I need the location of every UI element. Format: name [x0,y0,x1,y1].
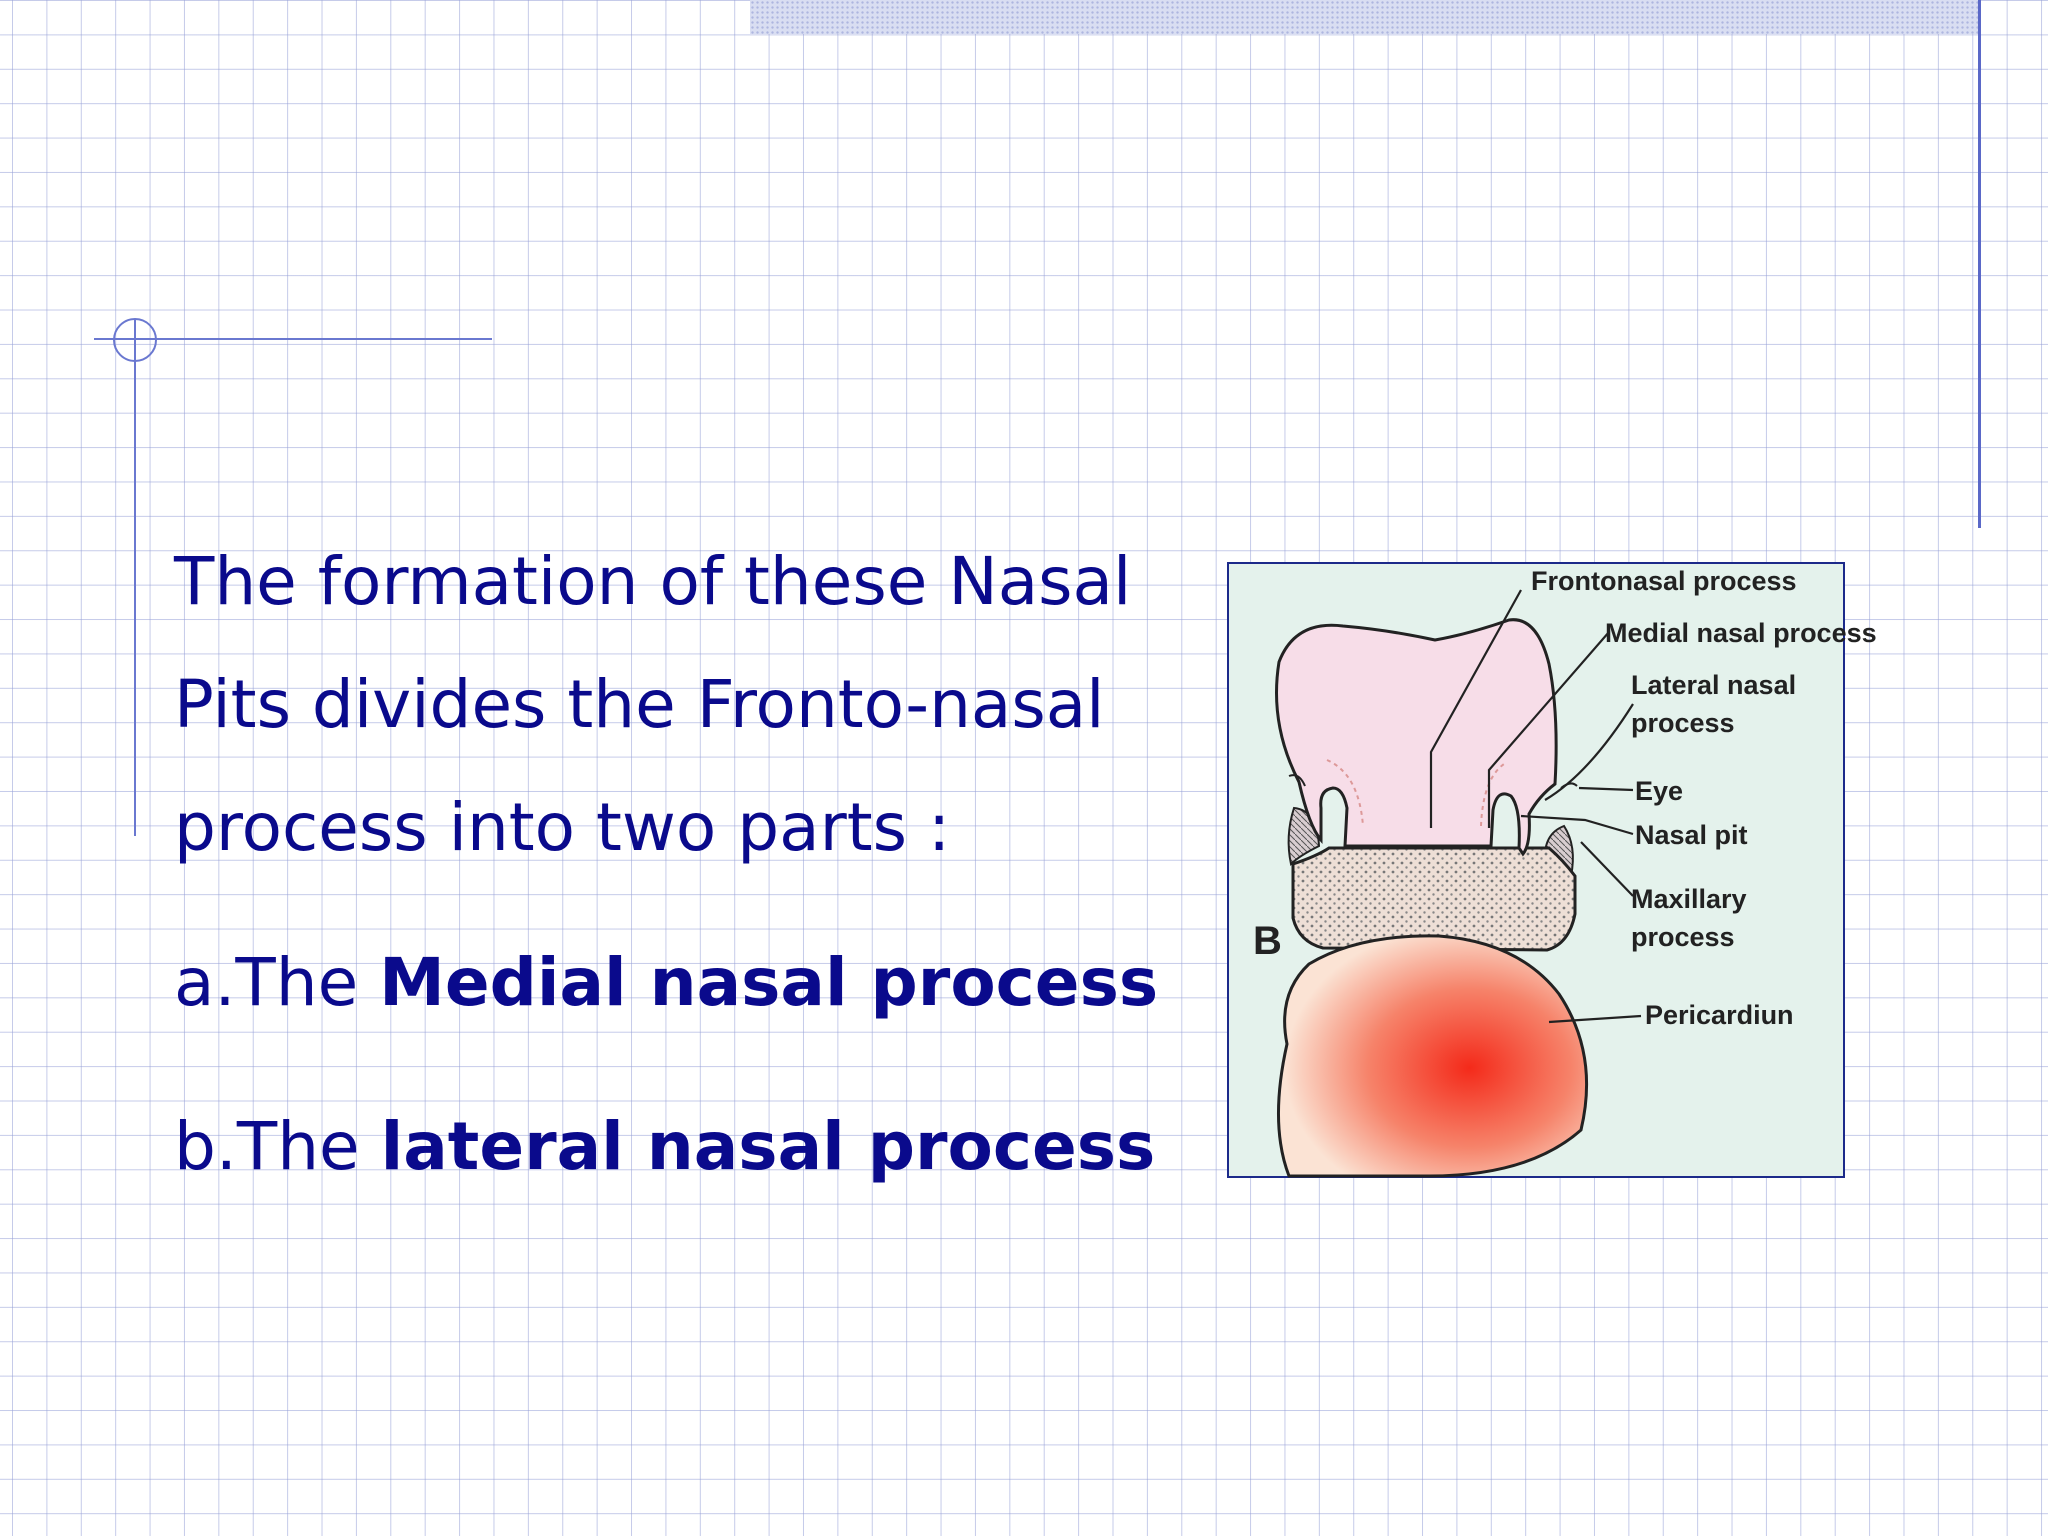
list-item-medial [174,944,1158,1021]
label-lateral-nasal-1: Lateral nasal [1631,670,1797,700]
label-medial-nasal: Medial nasal process [1605,618,1877,648]
list-item-term: Medial nasal process [379,944,1159,1021]
label-eye: Eye [1635,776,1684,806]
corner-circle-ornament [113,318,157,362]
embryo-diagram [1227,562,1877,1178]
intro-line-2: Pits divides the Fronto-nasal [174,666,1105,743]
slide-text [174,520,1159,1185]
list-item-term: lateral nasal process [380,1108,1156,1185]
left-vertical-rule [134,320,136,836]
intro-paragraph [174,520,1132,889]
top-decorative-band [750,0,1980,34]
list-item-prefix: a.The [174,944,380,1021]
label-frontonasal: Frontonasal process [1531,566,1797,596]
pericardium-shape [1278,936,1586,1176]
panel-letter: B [1253,919,1282,963]
label-maxillary-2: process [1631,922,1735,952]
label-pericardium: Pericardiun [1645,1000,1794,1030]
frontonasal-process-shape [1277,620,1557,854]
list-item-lateral [174,1108,1155,1185]
diagram-canvas [1229,564,1877,1176]
label-maxillary-1: Maxillary [1631,884,1747,914]
list-item-prefix: b.The [174,1108,381,1185]
label-lateral-nasal-2: process [1631,708,1735,738]
right-vertical-rule [1978,0,1981,528]
intro-line-1: The formation of these Nasal [174,543,1132,620]
intro-line-3: process into two parts : [174,789,951,866]
label-nasal-pit: Nasal pit [1635,820,1748,850]
